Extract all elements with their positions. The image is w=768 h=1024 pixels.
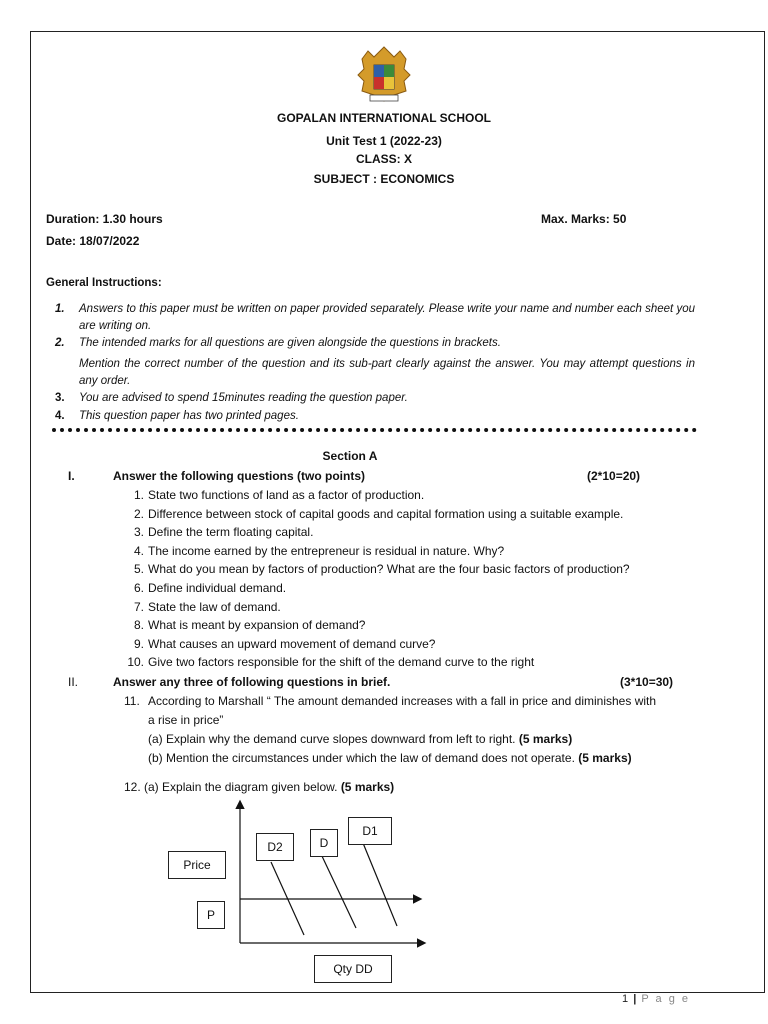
demand-curve-d1	[363, 843, 397, 926]
item-text: Define the term floating capital.	[148, 525, 314, 540]
question-11b-text: (b) Mention the circumstances under which the law of demand does not operate.	[148, 751, 575, 765]
instruction-text: Answers to this paper must be written on paper provided separately. Please write your name and number each sheet you are writing on.	[79, 303, 695, 332]
page-number: 1	[622, 993, 629, 1005]
question-heading-2: Answer any three of following questions in brief.	[113, 675, 391, 689]
item-number: 6.	[133, 580, 144, 595]
test-title: Unit Test 1 (2022-23)	[326, 134, 442, 148]
question-roman-2: II.	[68, 675, 79, 689]
instruction-text: You are advised to spend 15minutes reading the question paper.	[79, 392, 408, 404]
school-name: GOPALAN INTERNATIONAL SCHOOL	[277, 111, 491, 125]
question-marks-1: (2*10=20)	[587, 469, 641, 483]
question-heading-1: Answer the following questions (two points)	[113, 469, 365, 483]
instruction-number: 4.	[55, 410, 65, 422]
item-text: What is meant by expansion of demand?	[148, 618, 366, 633]
page-word: P a g e	[641, 993, 690, 1005]
item-number: 4.	[133, 543, 144, 558]
question-marks-2: (3*10=30)	[620, 675, 674, 689]
exam-date: Date: 18/07/2022	[46, 234, 140, 248]
instructions-heading: General Instructions:	[46, 277, 162, 289]
instruction-text: The intended marks for all questions are given alongside the questions in brackets.	[79, 337, 501, 349]
item-text: State the law of demand.	[148, 599, 281, 614]
qty-label-box: Qty DD	[314, 955, 392, 983]
item-number: 1.	[133, 488, 144, 502]
item-text: What causes an upward movement of demand curve?	[148, 636, 436, 651]
item-text: The income earned by the entrepreneur is residual in nature. Why?	[148, 543, 505, 558]
question-11b-marks: (5 marks)	[578, 751, 632, 765]
item-text: Difference between stock of capital goods and capital formation using a suitable example.	[148, 506, 624, 521]
item-number: 10.	[127, 655, 144, 670]
d-label-box: D	[310, 829, 338, 857]
question-11-line2: a rise in price”	[148, 713, 224, 727]
question-roman-1: I.	[68, 469, 75, 483]
item-number: 7.	[133, 599, 144, 614]
item-text: Give two factors responsible for the shift of the demand curve to the right	[148, 655, 535, 670]
max-marks: Max. Marks: 50	[541, 212, 627, 226]
item-number: 2.	[133, 506, 144, 521]
d2-label-box: D2	[256, 833, 294, 861]
question-11-line1: According to Marshall “ The amount demanded increases with a fall in price and diminishes with	[148, 694, 657, 708]
p-label-box: P	[197, 901, 225, 929]
item-text: Define individual demand.	[148, 580, 287, 595]
question-11-number: 11.	[124, 694, 140, 708]
page-footer	[622, 993, 690, 1005]
d1-label-box: D1	[348, 817, 392, 845]
question-12-marks: (5 marks)	[340, 780, 395, 794]
item-number: 8.	[133, 618, 144, 633]
price-label-box: Price	[168, 851, 226, 879]
item-text: State two functions of land as a factor of production.	[148, 488, 425, 502]
section-title: Section A	[322, 449, 378, 463]
item-text: What do you mean by factors of production? What are the four basic factors of production?	[148, 562, 630, 577]
instruction-text: Mention the correct number of the question and its sub-part clearly against the answer. You may attempt questions in any order.	[79, 358, 695, 387]
instruction-text: This question paper has two printed pages.	[79, 410, 299, 422]
item-number: 9.	[133, 636, 144, 651]
question-12-text: 12. (a) Explain the diagram given below.	[124, 780, 338, 794]
question-11a-text: (a) Explain why the demand curve slopes downward from left to right.	[148, 732, 516, 746]
duration: Duration: 1.30 hours	[46, 212, 163, 226]
page-separator: |	[633, 993, 637, 1005]
item-number: 3.	[133, 525, 144, 540]
instruction-number: 1.	[55, 303, 65, 315]
item-number: 5.	[133, 562, 144, 577]
class-label: CLASS: X	[355, 152, 412, 166]
question-11a-marks: (5 marks)	[518, 732, 573, 746]
instruction-number: 2.	[55, 337, 65, 349]
demand-curve-d	[321, 854, 356, 928]
instruction-number: 3.	[55, 392, 65, 404]
subject-label: SUBJECT : ECONOMICS	[313, 172, 455, 186]
